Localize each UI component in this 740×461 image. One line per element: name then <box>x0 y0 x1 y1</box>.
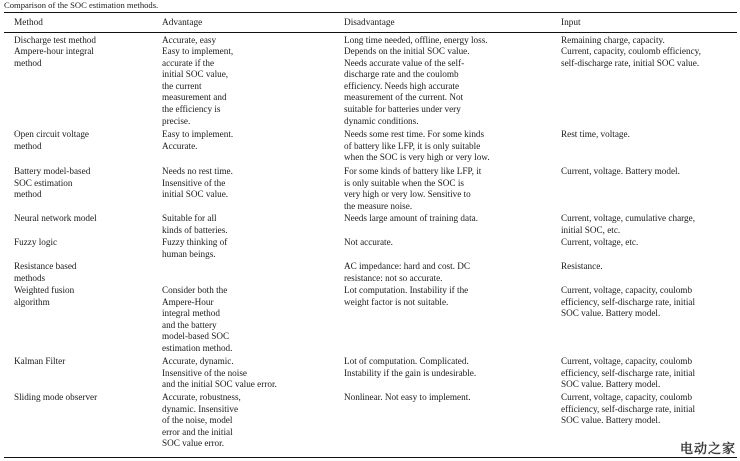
method-cell: Open circuit voltage method <box>14 129 90 151</box>
disadvantage-cell: Needs some rest time. For some kinds of battery like LFP, it is only suitable when the SOC is very high or very low. <box>344 129 490 163</box>
disadvantage-cell: Long time needed, offline, energy loss. <box>344 35 488 45</box>
method-cell: Battery model-based SOC estimation method <box>14 166 91 200</box>
disadvantage-cell: Nonlinear. Not easy to implement. <box>344 392 471 402</box>
advantage-cell: Suitable for all kinds of batteries. <box>162 213 228 235</box>
disadvantage-cell: Lot of computation. Complicated. Instability if the gain is undesirable. <box>344 356 477 378</box>
input-cell: Current, voltage, cumulative charge, initial SOC, etc. <box>561 213 696 235</box>
advantage-cell: Accurate, robustness, dynamic. Insensitive of the noise, model error and the initial SOC value error. <box>162 392 241 449</box>
method-cell: Sliding mode observer <box>14 392 98 402</box>
bottom-rule <box>4 457 737 458</box>
input-cell: Current, voltage. Battery model. <box>561 166 680 176</box>
input-cell: Rest time, voltage. <box>561 129 630 139</box>
input-cell: Resistance. <box>561 261 603 271</box>
header-method: Method <box>14 18 43 28</box>
method-cell: Weighted fusion algorithm <box>14 285 75 307</box>
disadvantage-cell: Lot computation. Instability if the weight factor is not suitable. <box>344 285 469 307</box>
method-cell: Resistance based methods <box>14 261 77 283</box>
method-cell: Neural network model <box>14 213 97 223</box>
advantage-cell: Consider both the Ampere-Hour integral method and the battery model-based SOC estimation method. <box>162 285 233 353</box>
disadvantage-cell: For some kinds of battery like LFP, it is only suitable when the SOC is very high or very low. Sensitive to the measure noise. <box>344 166 482 211</box>
input-cell: Remaining charge, capacity. <box>561 35 665 45</box>
disadvantage-cell: Not accurate. <box>344 237 393 247</box>
header-rule <box>4 32 737 33</box>
watermark-logo: 电动之家 <box>679 442 736 457</box>
advantage-cell: Accurate, dynamic. Insensitive of the noise and the initial SOC value error. <box>162 356 277 390</box>
input-cell: Current, voltage, capacity, coulomb efficiency, self-discharge rate, initial SOC value. Battery model. <box>561 285 696 319</box>
disadvantage-cell: Depends on the initial SOC value. Needs accurate value of the self- discharge rate and the coulomb efficiency. Needs high accurate measurement of the current. Not suitable for batteries under very dynamic conditions. <box>344 46 470 126</box>
header-advantage: Advantage <box>162 18 203 28</box>
table-caption: Comparison of the SOC estimation methods. <box>4 0 159 10</box>
disadvantage-cell: AC impedance: hard and cost. DC resistance: not so accurate. <box>344 261 471 283</box>
top-rule <box>4 12 737 13</box>
input-cell: Current, capacity, coulomb efficiency, self-discharge rate, initial SOC value. <box>561 46 701 68</box>
advantage-cell: Easy to implement. Accurate. <box>162 129 234 151</box>
method-cell: Ampere-hour integral method <box>14 46 94 68</box>
method-cell: Kalman Filter <box>14 356 66 366</box>
advantage-cell: Needs no rest time. Insensitive of the initial SOC value. <box>162 166 233 200</box>
input-cell: Current, voltage, etc. <box>561 237 639 247</box>
header-disadvantage: Disadvantage <box>344 18 395 28</box>
advantage-cell: Easy to implement, accurate if the initial SOC value, the current measurement and the efficiency is precise. <box>162 46 234 126</box>
advantage-cell: Fuzzy thinking of human beings. <box>162 237 228 259</box>
input-cell: Current, voltage, capacity, coulomb efficiency, self-discharge rate, initial SOC value. Battery model. <box>561 392 696 426</box>
header-input: Input <box>561 18 581 28</box>
disadvantage-cell: Needs large amount of training data. <box>344 213 479 223</box>
method-cell: Fuzzy logic <box>14 237 58 247</box>
method-cell: Discharge test method <box>14 35 96 45</box>
advantage-cell: Accurate, easy <box>162 35 217 45</box>
input-cell: Current, voltage, capacity, coulomb efficiency, self-discharge rate, initial SOC value. Battery model. <box>561 356 696 390</box>
